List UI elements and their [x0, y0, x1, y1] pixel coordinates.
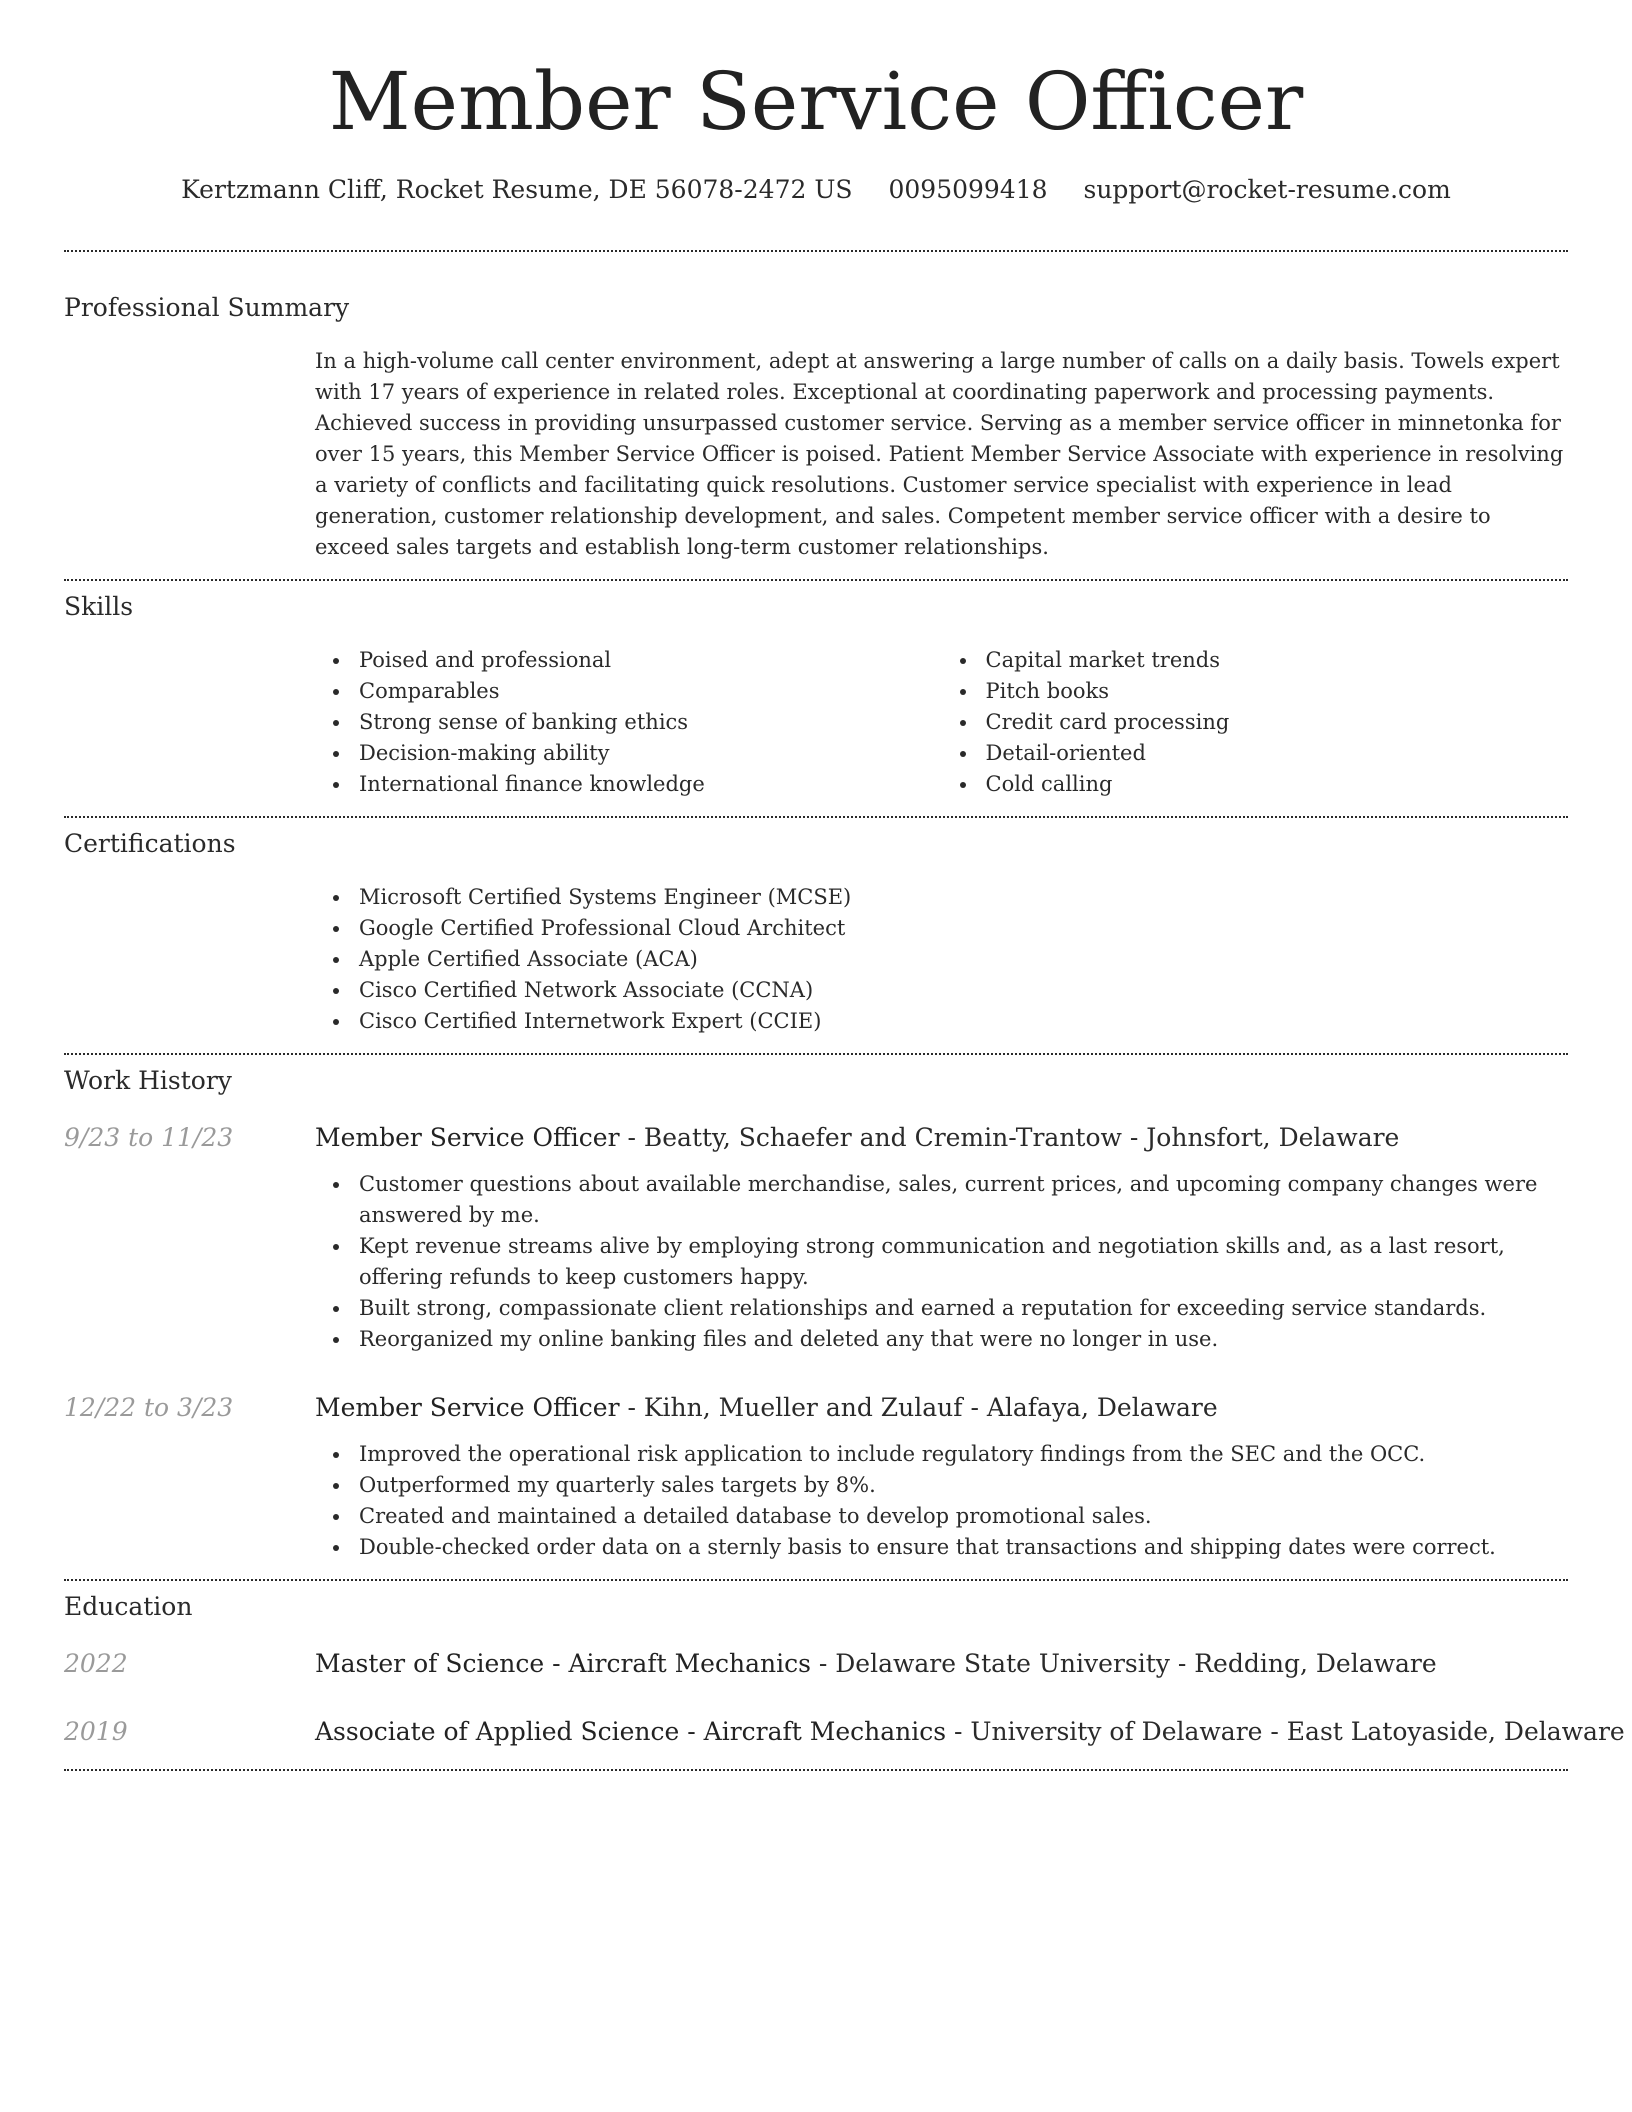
job-entry	[64, 1391, 1568, 1563]
list-item: Strong sense of banking ethics	[359, 707, 942, 738]
list-item: Google Certified Professional Cloud Architect	[359, 913, 1568, 944]
job-bullets	[315, 1439, 1568, 1563]
page-title: Member Service Officer	[328, 55, 1304, 148]
list-item: Apple Certified Associate (ACA)	[359, 944, 1568, 975]
list-item: Decision-making ability	[359, 738, 942, 769]
list-item: Built strong, compassionate client relationships and earned a reputation for exceeding service standards.	[359, 1293, 1568, 1324]
skills-list-right	[942, 645, 1569, 800]
list-item: Credit card processing	[986, 707, 1569, 738]
certifications-heading: Certifications	[64, 829, 236, 858]
skills-list-left	[315, 645, 942, 800]
list-item: Poised and professional	[359, 645, 942, 676]
work-history-section	[64, 1055, 1568, 1579]
list-item: Customer questions about available merchandise, sales, current prices, and upcoming company changes were answered by me.	[359, 1169, 1568, 1231]
work-history-heading: Work History	[64, 1066, 232, 1095]
education-title-line	[315, 1647, 1568, 1681]
list-item: Cisco Certified Internetwork Expert (CCIE)	[359, 1006, 1568, 1037]
contact-email[interactable]: support@rocket-resume.com	[1083, 175, 1451, 204]
education-degree: Master of Science - Aircraft Mechanics	[315, 1649, 811, 1678]
list-item: Outperformed my quarterly sales targets by 8%.	[359, 1470, 1568, 1501]
list-item: Detail-oriented	[986, 738, 1569, 769]
job-bullets	[315, 1169, 1568, 1355]
certifications-list	[315, 882, 1568, 1037]
contact-address: Kertzmann Cliff, Rocket Resume, DE 56078-2472 US	[181, 175, 853, 204]
divider	[64, 1769, 1568, 1771]
job-entry	[64, 1121, 1568, 1355]
summary-section	[64, 252, 1568, 579]
list-item: Improved the operational risk application to include regulatory findings from the SEC and the OCC.	[359, 1439, 1568, 1470]
education-school: - University of Delaware - East Latoyaside, Delaware	[946, 1717, 1625, 1746]
education-entry	[64, 1715, 1625, 1749]
summary-heading: Professional Summary	[64, 293, 350, 322]
job-company: - Kihn, Mueller and Zulauf - Alafaya, Delaware	[619, 1393, 1218, 1422]
skills-heading: Skills	[64, 592, 134, 621]
list-item: Double-checked order data on a sternly basis to ensure that transactions and shipping dates were correct.	[359, 1532, 1568, 1563]
job-role: Member Service Officer	[315, 1393, 620, 1422]
list-item: International finance knowledge	[359, 769, 942, 800]
education-title-line	[315, 1715, 1625, 1749]
summary-text: In a high-volume call center environment, adept at answering a large number of calls on a daily basis. Towels expert with 17 years of experience in related roles. Exceptional at coordinating paperwork and processing payments. Achieved success in providing unsurpassed customer service. Serving as a member service officer in minnetonka for over 15 years, this Member Service Officer is poised. Patient Member Service Associate with experience in resolving a variety of conflicts and facilitating quick resolutions. Customer service specialist with experience in lead generation, customer relationship development, and sales. Competent member service officer with a desire to exceed sales targets and establish long-term customer relationships.	[315, 349, 1564, 559]
job-role: Member Service Officer	[315, 1123, 620, 1152]
education-year: 2022	[64, 1649, 128, 1678]
contact-line	[64, 174, 1568, 206]
contact-phone: 0095099418	[888, 175, 1048, 204]
job-title-line	[315, 1391, 1568, 1425]
list-item: Microsoft Certified Systems Engineer (MCSE)	[359, 882, 1568, 913]
job-dates: 12/22 to 3/23	[64, 1393, 234, 1422]
education-school: - Delaware State University - Redding, Delaware	[810, 1649, 1437, 1678]
list-item: Pitch books	[986, 676, 1569, 707]
certifications-section	[64, 818, 1568, 1053]
education-year: 2019	[64, 1717, 128, 1746]
education-section	[64, 1581, 1625, 1769]
list-item: Created and maintained a detailed database to develop promotional sales.	[359, 1501, 1568, 1532]
job-dates: 9/23 to 11/23	[64, 1123, 234, 1152]
education-degree: Associate of Applied Science - Aircraft Mechanics	[315, 1717, 947, 1746]
list-item: Kept revenue streams alive by employing strong communication and negotiation skills and, as a last resort, offering refunds to keep customers happy.	[359, 1231, 1568, 1293]
job-title-line	[315, 1121, 1568, 1155]
list-item: Capital market trends	[986, 645, 1569, 676]
job-company: - Beatty, Schaefer and Cremin-Trantow - Johnsfort, Delaware	[619, 1123, 1400, 1152]
list-item: Cisco Certified Network Associate (CCNA)	[359, 975, 1568, 1006]
skills-section	[64, 581, 1568, 816]
education-entry	[64, 1647, 1568, 1681]
education-heading: Education	[64, 1592, 193, 1621]
list-item: Reorganized my online banking files and deleted any that were no longer in use.	[359, 1324, 1568, 1355]
list-item: Comparables	[359, 676, 942, 707]
list-item: Cold calling	[986, 769, 1569, 800]
resume-header	[64, 0, 1568, 206]
